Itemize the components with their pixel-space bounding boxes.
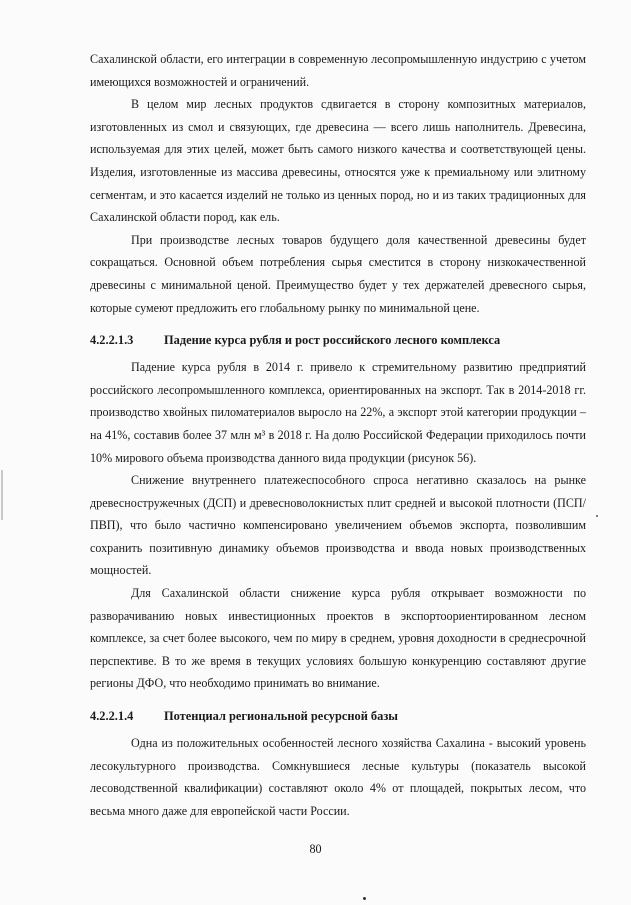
section-heading [90,706,586,726]
paragraph: Падение курса рубля в 2014 г. привело к стремительному развитию предприятий российского лесопромышленного комплекса, ориентированных на экспорт. Так в 2014-2018 гг. производство хвойных пиломатериалов выросло на 22%, а экспорт этой категории продукции – на 41%, составив более 37 млн м³ в 2018 г. На долю Российской Федерации приходилось почти 10% мирового объема производства данного вида продукции (рисунок 56). [90,360,586,465]
paragraph: При производстве лесных товаров будущего доля качественной древесины будет сокращаться. Основной объем потребления сырья сместится в сторону низкокачественной древесины с минимальной ценой. Преимущество будет у тех держателей древесного сырья, которые сумеют предложить его глобальному рынку по минимальной цене. [90,232,586,315]
paragraph-continuation: Сахалинской области, его интеграции в современную лесопромышленную индустрию с учетом имеющихся возможностей и ограничений. [90,52,586,89]
section-title: Потенциал региональной ресурсной базы [164,709,398,724]
paragraph: Одна из положительных особенностей лесного хозяйства Сахалина - высокий уровень лесокультурного производства. Сомкнувшиеся лесные культуры (показатель высокой лесоводственной квалификации) составляют около 4% от площадей, покрытых лесом, что весьма много даже для европейской части России. [90,736,586,818]
section-heading [90,330,586,350]
scan-edge-mark [1,470,3,520]
page-body [90,48,586,822]
page-number: 80 [309,842,322,856]
scan-dot [363,897,366,900]
paragraph: Для Сахалинской области снижение курса рубля открывает возможности по разворачиванию новых инвестиционных проектов в экспортоориентированном лесном комплексе, за счет более высокого, чем по миру в среднем, уровня доходности в среднесрочной перспективе. В то же время в текущих условиях большую конкуренцию составляют другие регионы ДФО, что необходимо принимать во внимание. [90,586,586,691]
section-title: Падение курса рубля и рост российского лесного комплекса [164,333,501,348]
section-number: 4.2.2.1.4 [90,709,134,724]
paragraph: Снижение внутреннего платежеспособного спроса негативно сказалось на рынке древесностружечных (ДСП) и древесноволокнистых плит средней и высокой плотности (ПСП/ПВП), что было частично компенсировано увеличением объемов экспорта, позволившим сохранить позитивную динамику объемов производства и ввода новых производственных мощностей. [90,473,586,578]
section-number: 4.2.2.1.3 [90,333,134,348]
paragraph: В целом мир лесных продуктов сдвигается в сторону композитных материалов, изготовленных из смол и связующих, где древесина — всего лишь наполнитель. Древесина, используемая для этих целей, может быть самого низкого качества и соответствующей цены. Изделия, изготовленные из массива древесины, относятся уже к премиальному или элитному сегментам, и это касается изделий не только из ценных пород, но и из таких традиционных для Сахалинской области пород, как ель. [90,97,586,225]
scan-dot [596,515,598,517]
